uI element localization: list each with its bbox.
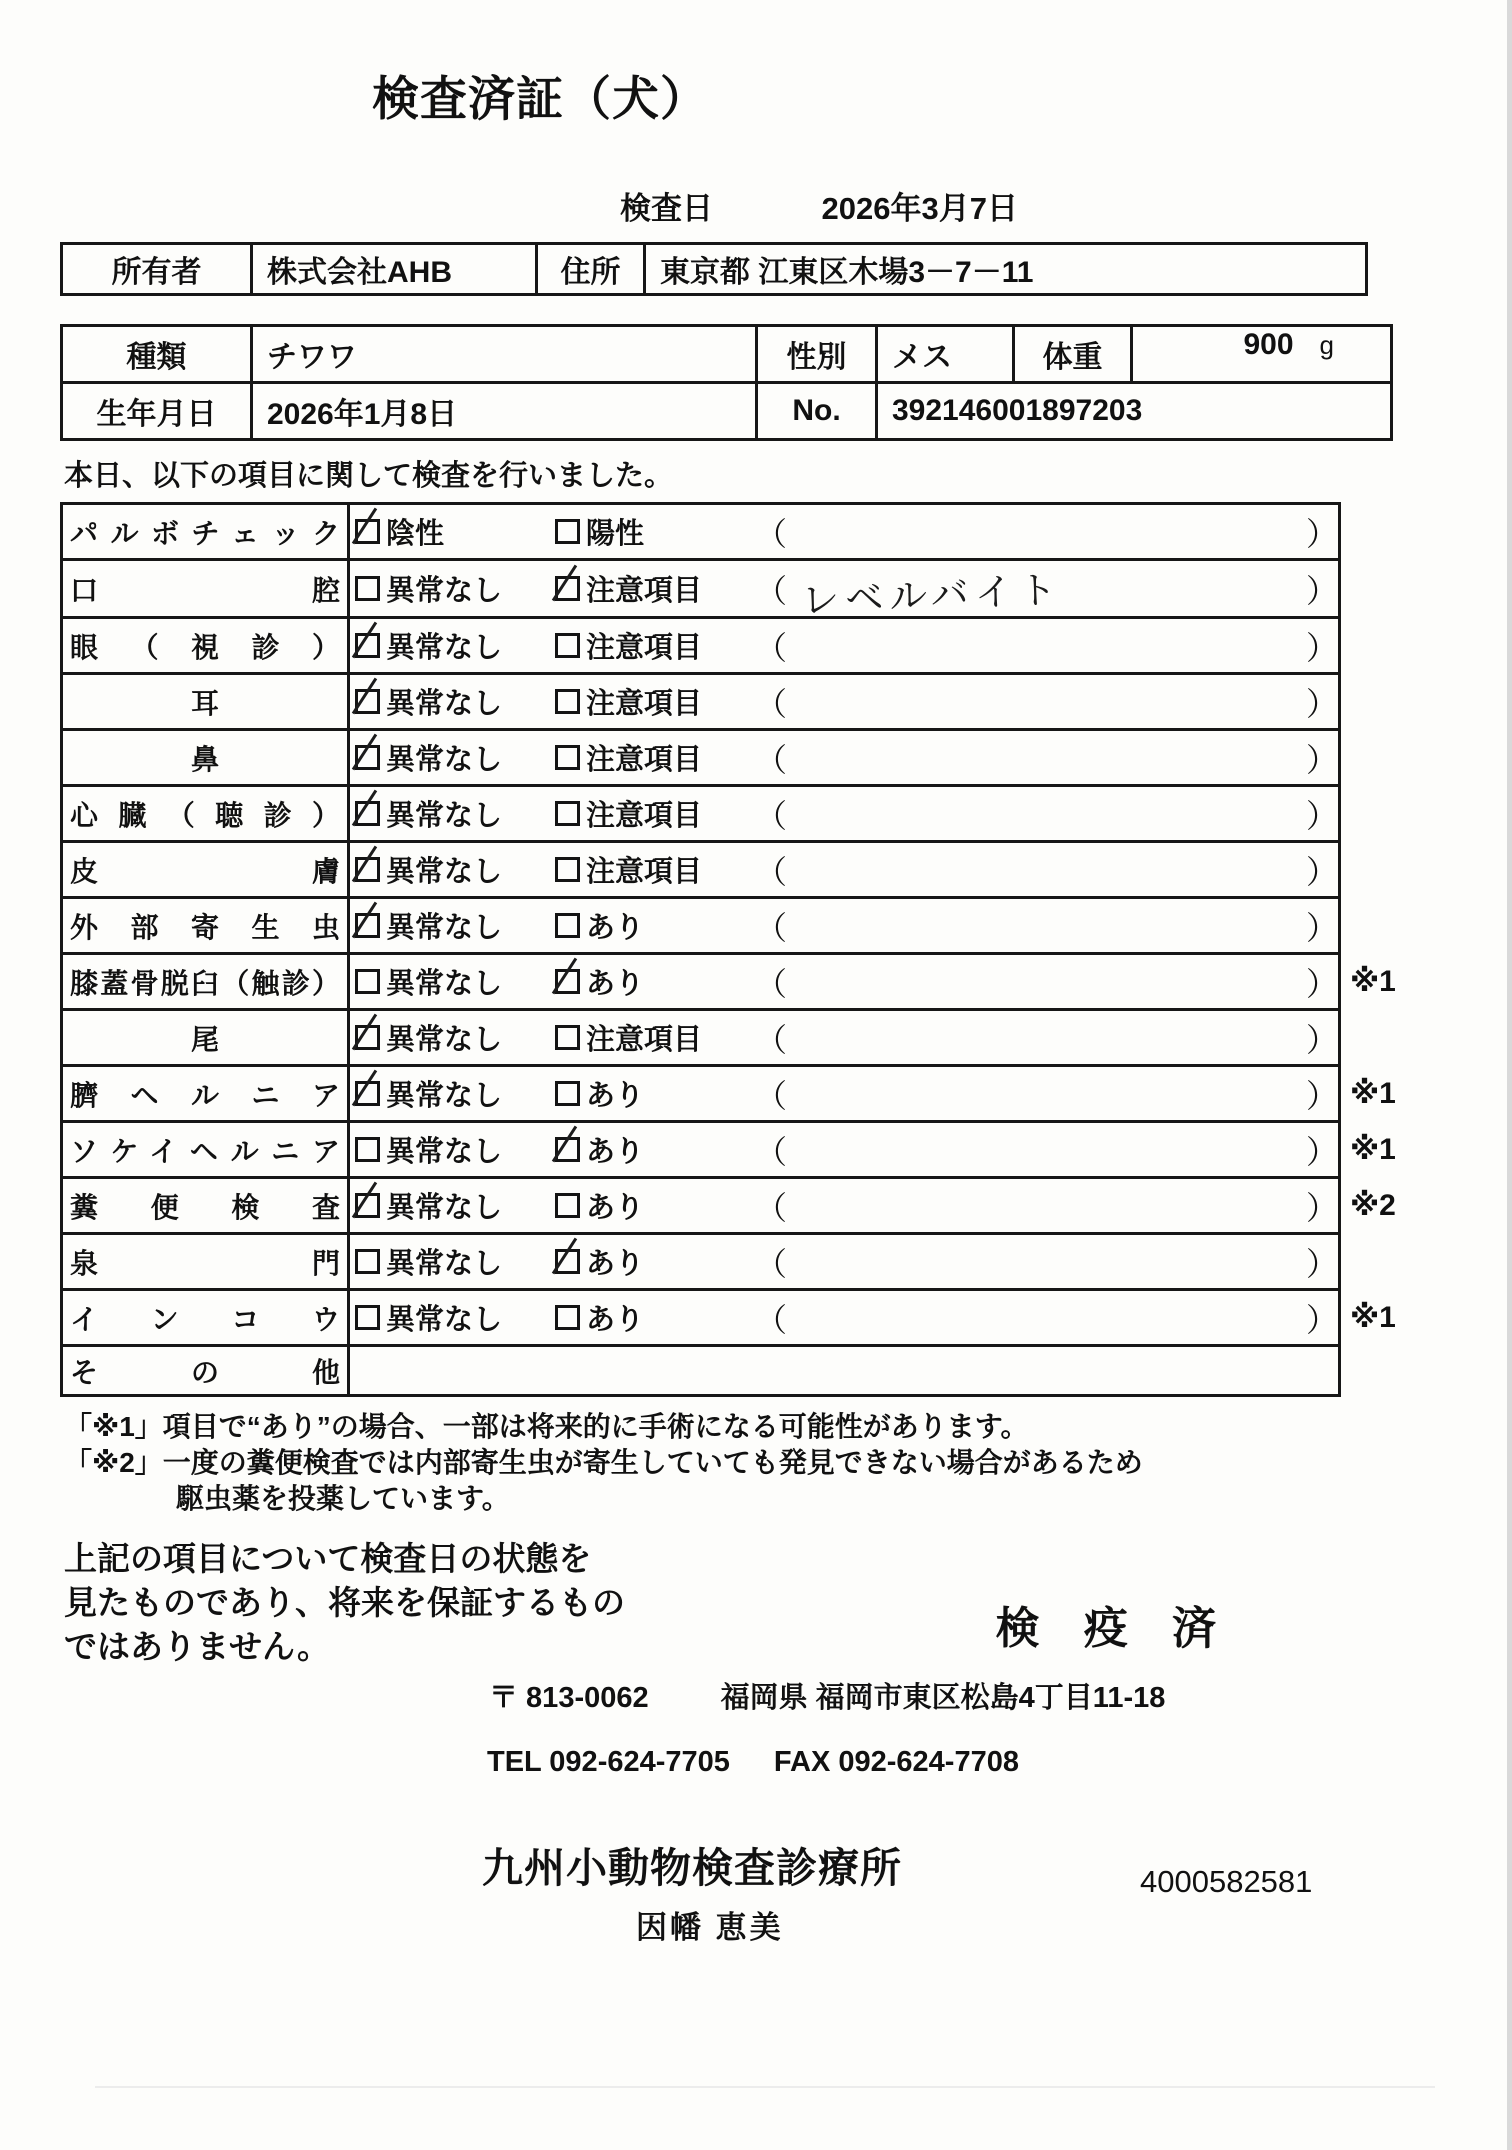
check-options-cell <box>349 842 1340 898</box>
scan-line-artifact <box>95 2086 1435 2088</box>
footnote-mark <box>1340 1346 1428 1396</box>
no-label: No. <box>757 383 877 440</box>
option-first <box>355 905 555 946</box>
check-options-cell <box>349 1234 1340 1290</box>
option-second <box>555 905 755 946</box>
check-item-label: 臍ヘルニア <box>62 1066 349 1122</box>
open-paren: （ <box>755 1301 788 1338</box>
option-label: あり <box>586 968 645 1000</box>
check-row <box>62 1290 1428 1346</box>
sex-label: 性別 <box>757 326 877 383</box>
footnote-mark <box>1340 898 1428 954</box>
check-item-label: 鼻 <box>62 730 349 786</box>
option-first <box>355 849 555 890</box>
close-paren: ） <box>1305 1245 1338 1282</box>
exam-date-row <box>620 183 1018 228</box>
birthdate-label: 生年月日 <box>62 383 252 440</box>
footnote-2-line2: 駆虫薬を投薬しています。 <box>176 1483 510 1514</box>
check-options-cell <box>349 1010 1340 1066</box>
disclaimer-row <box>64 1537 1450 1669</box>
open-paren: （ <box>755 1021 788 1058</box>
exam-date-label: 検査日 <box>620 191 713 226</box>
option-label: あり <box>586 912 645 944</box>
close-paren: ） <box>1305 1077 1338 1114</box>
open-paren: （ <box>755 1245 788 1282</box>
check-options-cell <box>349 1346 1340 1396</box>
checkbox-unchecked <box>555 913 580 938</box>
examiner-name: 因幡 恵美 <box>636 1910 784 1945</box>
clinic-name: 九州小動物検査診療所 <box>482 1845 902 1891</box>
footnote-mark <box>1340 504 1428 560</box>
open-paren: （ <box>755 572 788 609</box>
option-second <box>555 737 755 778</box>
check-item-label: 外部寄生虫 <box>62 898 349 954</box>
option-label: あり <box>586 1136 645 1168</box>
fax-number: FAX 092-624-7708 <box>773 1746 1019 1778</box>
option-label: 注意項目 <box>586 575 703 607</box>
weight-value: 900 <box>1243 328 1294 361</box>
clinic-address-row <box>489 1675 1512 1716</box>
option-label: 異常なし <box>386 688 503 720</box>
footnote-mark <box>1340 842 1428 898</box>
close-paren: ） <box>1305 1133 1338 1170</box>
checkbox-checked <box>555 1249 580 1274</box>
checkbox-unchecked <box>355 969 380 994</box>
checkbox-checked <box>355 689 380 714</box>
checkbox-checked <box>355 633 380 658</box>
option-second <box>555 849 755 890</box>
footnote-mark: ※1 <box>1350 1301 1396 1334</box>
footnote-mark <box>1340 560 1428 618</box>
option-second <box>555 511 755 552</box>
pet-table <box>60 324 1393 441</box>
check-row <box>62 898 1428 954</box>
option-label: 注意項目 <box>586 688 703 720</box>
option-second <box>555 1297 755 1338</box>
check-options-cell <box>349 560 1340 623</box>
option-label: あり <box>586 1248 645 1280</box>
check-row <box>62 1122 1428 1178</box>
option-label: 異常なし <box>386 1192 503 1224</box>
option-second <box>555 1129 755 1170</box>
option-second <box>555 625 755 666</box>
check-item-label: その他 <box>62 1346 349 1396</box>
close-paren: ） <box>1305 1189 1338 1226</box>
option-label: あり <box>586 1304 645 1336</box>
option-first <box>355 737 555 778</box>
check-item-label: 心臓（聴診） <box>62 786 349 842</box>
close-paren: ） <box>1305 909 1338 946</box>
footnote-mark <box>1340 730 1428 786</box>
close-paren: ） <box>1305 685 1338 722</box>
scan-edge-artifact <box>1507 0 1512 2150</box>
open-paren: （ <box>755 629 788 666</box>
check-item-label: 眼（視診） <box>62 618 349 674</box>
check-row <box>62 674 1428 730</box>
open-paren: （ <box>755 1133 788 1170</box>
checkbox-checked <box>555 1137 580 1162</box>
option-label: 異常なし <box>386 632 503 664</box>
open-paren: （ <box>755 965 788 1002</box>
option-second <box>555 1185 755 1226</box>
footnote-mark <box>1340 786 1428 842</box>
option-label: 異常なし <box>386 575 503 607</box>
check-row <box>62 786 1428 842</box>
option-label: 注意項目 <box>586 632 703 664</box>
open-paren: （ <box>755 685 788 722</box>
footnote-2-line1: 「※2」一度の糞便検査では内部寄生虫が寄生していても発見できない場合があるため <box>64 1447 1143 1478</box>
checkbox-unchecked <box>555 1081 580 1106</box>
breed-value: チワワ <box>252 326 757 383</box>
option-label: 異常なし <box>386 912 503 944</box>
open-paren: （ <box>755 853 788 890</box>
check-options-cell <box>349 1290 1340 1346</box>
quarantine-stamp: 検 疫 済 <box>995 1604 1232 1653</box>
option-label: 異常なし <box>386 800 503 832</box>
checkbox-checked <box>355 1081 380 1106</box>
checkbox-unchecked <box>555 1305 580 1330</box>
footnote-mark <box>1340 1234 1428 1290</box>
check-row <box>62 560 1428 618</box>
close-paren: ） <box>1305 965 1338 1002</box>
check-row <box>62 1010 1428 1066</box>
option-second <box>555 1241 755 1282</box>
check-row <box>62 842 1428 898</box>
option-label: 異常なし <box>386 1136 503 1168</box>
option-first <box>355 1241 555 1282</box>
option-label: 異常なし <box>386 744 503 776</box>
exam-date-value: 2026年3月7日 <box>821 191 1018 226</box>
checkbox-unchecked <box>555 633 580 658</box>
check-item-label: 耳 <box>62 674 349 730</box>
check-options-cell <box>349 674 1340 730</box>
option-label: 異常なし <box>386 1024 503 1056</box>
weight-cell <box>1132 326 1392 383</box>
check-options-cell <box>349 954 1340 1010</box>
close-paren: ） <box>1305 1021 1338 1058</box>
option-label: 異常なし <box>386 1080 503 1112</box>
footnote-1: 「※1」項目で“あり”の場合、一部は将来的に手術になる可能性があります。 <box>64 1411 1029 1442</box>
option-first <box>355 625 555 666</box>
weight-unit: g <box>1319 330 1334 360</box>
check-row <box>62 1178 1428 1234</box>
checkbox-unchecked <box>355 576 380 601</box>
close-paren: ） <box>1305 572 1338 609</box>
owner-table <box>60 242 1368 296</box>
disclaimer-line2: 見たものであり、将来を保証するもの <box>64 1584 625 1621</box>
check-item-label: 泉門 <box>62 1234 349 1290</box>
tel-number: TEL 092-624-7705 <box>487 1746 730 1778</box>
owner-label: 所有者 <box>62 244 252 295</box>
check-row <box>62 954 1428 1010</box>
disclaimer-line3: ではありません。 <box>64 1628 330 1665</box>
option-label: あり <box>586 1192 645 1224</box>
footnote-mark: ※1 <box>1350 1133 1396 1166</box>
open-paren: （ <box>755 797 788 834</box>
check-item-label: 皮膚 <box>62 842 349 898</box>
postal-code: 〒 813-0062 <box>489 1682 649 1714</box>
option-label: 異常なし <box>386 968 503 1000</box>
option-first <box>355 1017 555 1058</box>
checkbox-unchecked <box>355 1137 380 1162</box>
checkbox-unchecked <box>555 801 580 826</box>
check-item-label: パルボチェック <box>62 504 349 560</box>
checkbox-unchecked <box>555 519 580 544</box>
handwritten-note: レベルバイト <box>800 569 1064 623</box>
checkbox-unchecked <box>355 1249 380 1274</box>
open-paren: （ <box>755 1077 788 1114</box>
check-row <box>62 618 1428 674</box>
option-label: 異常なし <box>386 856 503 888</box>
checkbox-checked <box>555 576 580 601</box>
page-title: 検査済証（犬） <box>372 72 708 125</box>
check-row <box>62 1234 1428 1290</box>
serial-number: 4000582581 <box>1140 1864 1313 1899</box>
option-second <box>555 793 755 834</box>
weight-label: 体重 <box>1014 326 1132 383</box>
checkbox-checked <box>355 745 380 770</box>
birthdate-value: 2026年1月8日 <box>252 383 757 440</box>
check-item-label: 糞便検査 <box>62 1178 349 1234</box>
check-item-label: 尾 <box>62 1010 349 1066</box>
footnote-mark <box>1340 618 1428 674</box>
check-item-label: 口腔 <box>62 560 349 618</box>
checkbox-unchecked <box>355 1305 380 1330</box>
checkbox-checked <box>355 1193 380 1218</box>
address-label: 住所 <box>537 244 645 295</box>
option-label: 注意項目 <box>586 800 703 832</box>
pet-row-2 <box>62 383 1392 440</box>
footnote-mark: ※1 <box>1350 965 1396 998</box>
owner-value: 株式会社AHB <box>252 244 537 295</box>
option-first <box>355 568 555 609</box>
disclaimer-line1: 上記の項目について検査日の状態を <box>64 1540 592 1577</box>
option-second <box>555 1073 755 1114</box>
checkbox-checked <box>355 801 380 826</box>
check-table <box>60 502 1429 1397</box>
check-options-cell <box>349 1122 1340 1178</box>
option-first <box>355 1073 555 1114</box>
check-row <box>62 1066 1428 1122</box>
clinic-address: 福岡県 福岡市東区松島4丁目11-18 <box>720 1682 1166 1714</box>
option-label: 陰性 <box>386 518 445 550</box>
open-paren: （ <box>755 741 788 778</box>
option-label: 陽性 <box>586 518 645 550</box>
option-second <box>555 1017 755 1058</box>
check-options-cell <box>349 1066 1340 1122</box>
close-paren: ） <box>1305 629 1338 666</box>
footnote-mark: ※2 <box>1350 1189 1396 1222</box>
checkbox-unchecked <box>555 745 580 770</box>
close-paren: ） <box>1305 741 1338 778</box>
intro-text: 本日、以下の項目に関して検査を行いました。 <box>64 460 674 492</box>
check-options-cell <box>349 1178 1340 1234</box>
sex-value: メス <box>877 326 1014 383</box>
option-label: 注意項目 <box>586 1024 703 1056</box>
option-first <box>355 961 555 1002</box>
disclaimer-text <box>64 1537 625 1669</box>
owner-row <box>62 244 1367 295</box>
check-item-label: ソケイヘルニア <box>62 1122 349 1178</box>
footnote-mark: ※1 <box>1350 1077 1396 1110</box>
check-item-label: インコウ <box>62 1290 349 1346</box>
checkbox-checked <box>355 519 380 544</box>
open-paren: （ <box>755 1189 788 1226</box>
checkbox-unchecked <box>555 689 580 714</box>
close-paren: ） <box>1305 853 1338 890</box>
breed-label: 種類 <box>62 326 252 383</box>
checkbox-unchecked <box>555 857 580 882</box>
check-options-cell <box>349 618 1340 674</box>
option-first <box>355 1185 555 1226</box>
option-second <box>555 961 755 1002</box>
option-second <box>555 681 755 722</box>
tel-fax-row <box>487 1746 1512 1779</box>
option-label: 注意項目 <box>586 744 703 776</box>
footnotes <box>64 1409 1512 1517</box>
open-paren: （ <box>755 909 788 946</box>
option-label: 異常なし <box>386 1304 503 1336</box>
pet-row-1 <box>62 326 1392 383</box>
check-options-cell <box>349 786 1340 842</box>
address-value: 東京都 江東区木場3－7－11 <box>645 244 1367 295</box>
option-label: 注意項目 <box>586 856 703 888</box>
option-first <box>355 1129 555 1170</box>
close-paren: ） <box>1305 515 1338 552</box>
option-first <box>355 681 555 722</box>
footnote-mark <box>1340 1010 1428 1066</box>
check-options-cell <box>349 730 1340 786</box>
footnote-mark <box>1340 674 1428 730</box>
checkbox-unchecked <box>555 1193 580 1218</box>
checkbox-checked <box>355 857 380 882</box>
check-item-label: 膝蓋骨脱臼（触診） <box>62 954 349 1010</box>
option-label: あり <box>586 1080 645 1112</box>
option-label: 異常なし <box>386 1248 503 1280</box>
checkbox-unchecked <box>555 1025 580 1050</box>
checkbox-checked <box>355 913 380 938</box>
check-row <box>62 1346 1428 1396</box>
close-paren: ） <box>1305 797 1338 834</box>
option-first <box>355 793 555 834</box>
option-first <box>355 511 555 552</box>
no-value: 392146001897203 <box>877 383 1392 440</box>
open-paren: （ <box>755 515 788 552</box>
option-first <box>355 1297 555 1338</box>
option-second <box>555 568 755 609</box>
check-options-cell <box>349 898 1340 954</box>
checkbox-checked <box>555 969 580 994</box>
check-row <box>62 730 1428 786</box>
check-options-cell <box>349 504 1340 560</box>
checkbox-checked <box>355 1025 380 1050</box>
close-paren: ） <box>1305 1301 1338 1338</box>
